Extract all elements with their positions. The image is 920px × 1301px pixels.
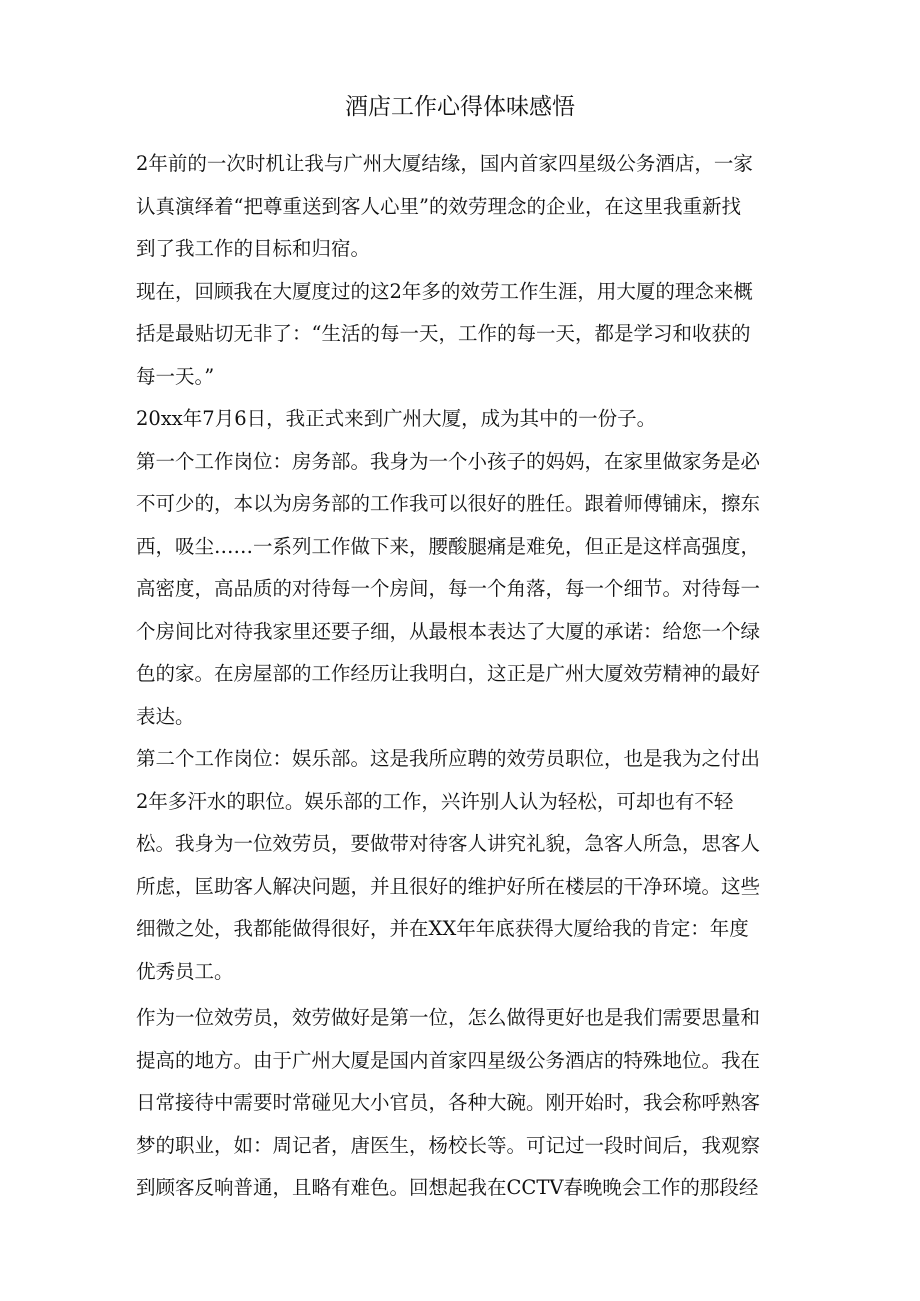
text-line: 表达。 bbox=[136, 704, 195, 728]
paragraph-2 bbox=[136, 271, 786, 399]
text-line: 不可少的，本以为房务部的工作我可以很好的胜任。跟着师傅铺床，擦东 bbox=[136, 492, 761, 515]
text-line: 20xx年7月6日，我正式来到广州大厦，成为其中的一份子。 bbox=[136, 407, 657, 430]
text-line: 2年前的一次时机让我与广州大厦结缘，国内首家四星级公务酒店，一家 bbox=[136, 152, 753, 175]
paragraph-5 bbox=[136, 738, 786, 993]
text-line: 提高的地方。由于广州大厦是国内首家四星级公务酒店的特殊地位。我在 bbox=[136, 1048, 761, 1072]
text-line: 日常接待中需要时常碰见大小官员，各种大碗。刚开始时，我会称呼熟客 bbox=[136, 1091, 761, 1114]
text-line: 2年多汗水的职位。娱乐部的工作，兴许别人认为轻松，可却也有不轻 bbox=[136, 789, 734, 813]
text-line: 所虑，匡助客人解决问题，并且很好的维护好所在楼层的干净环境。这些 bbox=[136, 874, 761, 898]
paragraph-3 bbox=[136, 398, 786, 441]
document-body bbox=[136, 143, 786, 1210]
text-line: 细微之处，我都能做得很好，并在XX年年底获得大厦给我的肯定：年度 bbox=[136, 917, 749, 940]
text-line: 梦的职业，如：周记者，唐医生，杨校长等。可记过一段时间后，我观察 bbox=[136, 1133, 761, 1157]
text-line: 作为一位效劳员，效劳做好是第一位，怎么做得更好也是我们需要思量和 bbox=[136, 1006, 761, 1029]
paragraph-6 bbox=[136, 997, 786, 1210]
text-line: 现在，回顾我在大厦度过的这2年多的效劳工作生涯，用大厦的理念来概 bbox=[136, 279, 753, 303]
paragraph-1 bbox=[136, 143, 786, 271]
text-line: 色的家。在房屋部的工作经历让我明白，这正是广州大厦效劳精神的最好 bbox=[136, 662, 761, 685]
document-title: 酒店工作心得体味感悟 bbox=[345, 94, 575, 120]
text-line: 到顾客反响普通，且略有难色。回想起我在CCTV春晚晚会工作的那段经 bbox=[136, 1176, 759, 1199]
text-line: 高密度，高品质的对待每一个房间，每一个角落，每一个细节。对待每一 bbox=[136, 577, 761, 600]
paragraph-4 bbox=[136, 441, 786, 739]
text-line: 西，吸尘……一系列工作做下来，腰酸腿痛是难免，但正是这样高强度， bbox=[136, 534, 761, 558]
text-line: 括是最贴切无非了：“生活的每一天，工作的每一天，都是学习和收获的 bbox=[136, 322, 751, 345]
text-line: 个房间比对待我家里还要子细，从最根本表达了大厦的承诺：给您一个绿 bbox=[136, 619, 761, 643]
text-line: 到了我工作的目标和归宿。 bbox=[136, 237, 371, 260]
text-line: 每一天。” bbox=[136, 364, 215, 388]
text-line: 优秀员工。 bbox=[136, 959, 234, 983]
text-line: 第二个工作岗位：娱乐部。这是我所应聘的效劳员职位，也是我为之付出 bbox=[136, 747, 761, 770]
text-line: 认真演绎着“把尊重送到客人心里”的效劳理念的企业，在这里我重新找 bbox=[136, 194, 741, 218]
text-line: 第一个工作岗位：房务部。我身为一个小孩子的妈妈，在家里做家务是必 bbox=[136, 449, 761, 473]
text-line: 松。我身为一位效劳员，要做带对待客人讲究礼貌，急客人所急，思客人 bbox=[136, 832, 761, 855]
